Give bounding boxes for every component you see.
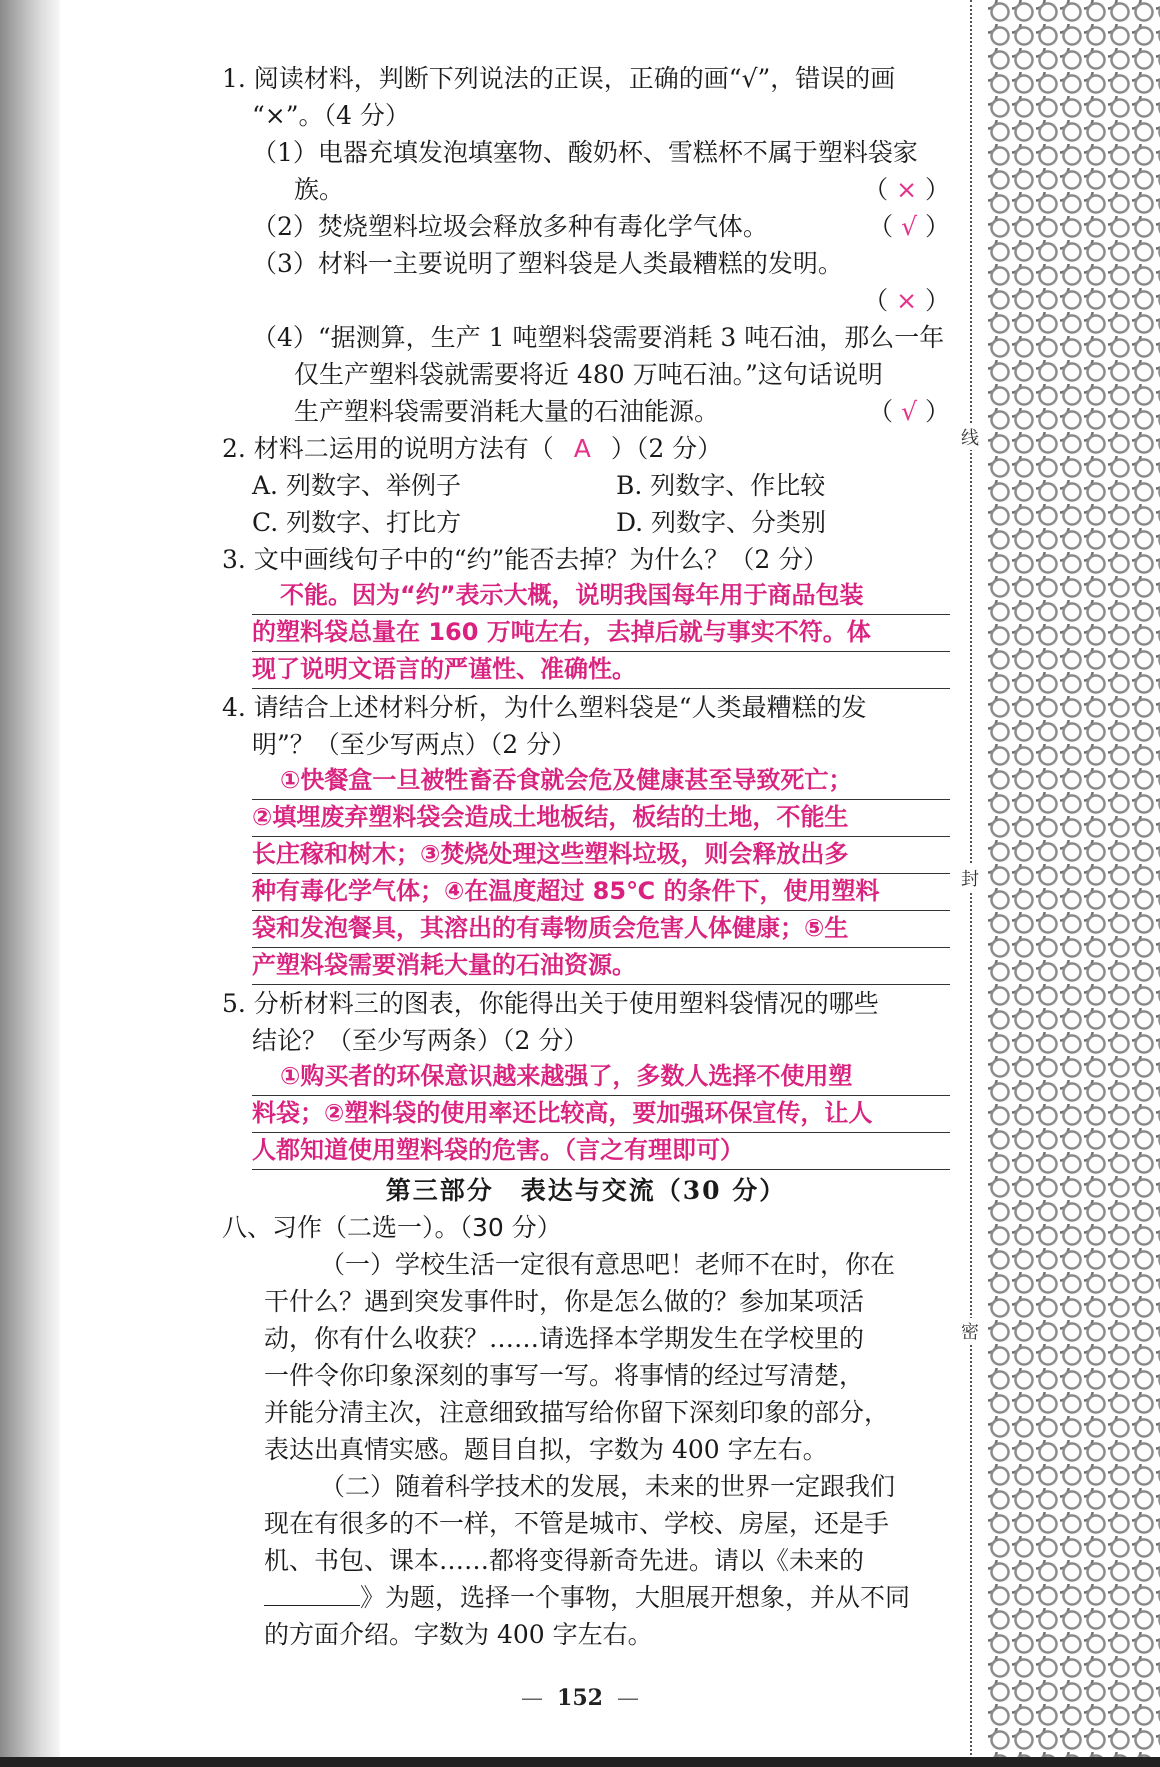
q2-stem-before: 2. 材料二运用的说明方法有（	[222, 434, 554, 463]
margin-label-xian: 线	[958, 424, 982, 450]
q1-stem: 1. 阅读材料，判断下列说法的正误，正确的画“√”，错误的画	[222, 64, 896, 93]
q1-item-3-answer-box: （ × ）	[863, 286, 950, 315]
essay-option-1-line-6: 表达出真情实感。题目自拟，字数为 400 字左右。	[264, 1435, 828, 1464]
page-number	[0, 1685, 1160, 1711]
q1-item-4-text: 生产塑料袋需要消耗大量的石油能源。	[294, 397, 720, 426]
q1-item-1-text: 族。	[294, 175, 345, 204]
essay-question	[222, 1209, 950, 1653]
q1-item-2-answer-box: （ √ ）	[868, 212, 950, 241]
q5-answer-line-2: 料袋；②塑料袋的使用率还比较高，要加强环保宣传，让人	[252, 1096, 950, 1133]
decorative-border	[988, 0, 1160, 1767]
q1-item-4-cont2	[222, 393, 950, 430]
essay-option-2-line-4	[222, 1579, 950, 1616]
q2-option-d: D. 列数字、分类别	[616, 508, 827, 537]
margin-label-mi: 密	[958, 1318, 982, 1344]
q2-option-c: C. 列数字、打比方	[252, 508, 462, 537]
page-number-value: 152	[557, 1685, 603, 1711]
q2-stem-after: ）（2 分）	[610, 434, 723, 463]
q1-item-2-text: （2）焚烧塑料垃圾会释放多种有毒化学气体。	[252, 212, 768, 241]
q1-item-1-cont	[222, 171, 950, 208]
q2-option-b: B. 列数字、作比较	[616, 471, 826, 500]
q3-answer-line-3: 现了说明文语言的严谨性、准确性。	[252, 652, 950, 689]
q3-answer-line-2: 的塑料袋总量在 160 万吨左右，去掉后就与事实不符。体	[252, 615, 950, 652]
binding-shadow	[0, 0, 60, 1767]
essay-option-2-line-5: 的方面介绍。字数为 400 字左右。	[264, 1620, 653, 1649]
q4-answer-line-2: ②填埋废弃塑料袋会造成土地板结，板结的土地，不能生	[252, 800, 950, 837]
question-5	[222, 985, 950, 1170]
essay-option-2-line-1: （二）随着科学技术的发展，未来的世界一定跟我们	[320, 1472, 896, 1501]
essay-option-1-line-2: 干什么？遇到突发事件时，你是怎么做的？参加某项活	[264, 1287, 865, 1316]
page-number-dash-left: —	[521, 1686, 544, 1711]
question-1	[222, 60, 950, 430]
q2-stem	[222, 430, 950, 467]
q5-stem: 5. 分析材料三的图表，你能得出关于使用塑料袋情况的哪些	[222, 989, 879, 1018]
q1-item-4-cont: 仅生产塑料袋就需要将近 480 万吨石油。”这句话说明	[294, 360, 883, 389]
q1-item-4-answer-box: （ √ ）	[868, 397, 950, 426]
essay-option-2-line-2: 现在有很多的不一样，不管是城市、学校、房屋，还是手	[264, 1509, 890, 1538]
q3-stem: 3. 文中画线句子中的“约”能否去掉？为什么？（2 分）	[222, 545, 829, 574]
q1-item-2	[222, 208, 950, 245]
q1-item-4: （4）“据测算，生产 1 吨塑料袋需要消耗 3 吨石油，那么一年	[252, 323, 945, 352]
q4-answer-line-4: 种有毒化学气体；④在温度超过 85℃ 的条件下，使用塑料	[252, 874, 950, 911]
q1-item-1: （1）电器充填发泡填塞物、酸奶杯、雪糕杯不属于塑料袋家	[252, 138, 918, 167]
q5-answer-line-3: 人都知道使用塑料袋的危害。（言之有理即可）	[252, 1133, 950, 1170]
title-blank	[264, 1579, 360, 1606]
q4-answer-line-3: 长庄稼和树木；③焚烧处理这些塑料垃圾，则会释放出多	[252, 837, 950, 874]
q1-item-3-answer: ×	[896, 286, 918, 315]
q4-stem: 4. 请结合上述材料分析，为什么塑料袋是“人类最糟糕的发	[222, 693, 867, 722]
q5-stem-cont: 结论？（至少写两条）（2 分）	[252, 1026, 589, 1055]
q5-answer-line-1: ①购买者的环保意识越来越强了，多数人选择不使用塑	[252, 1059, 950, 1096]
section-title: 第三部分 表达与交流（30 分）	[385, 1176, 787, 1205]
q4-stem-cont: 明”？（至少写两点）（2 分）	[252, 730, 577, 759]
essay-option-1-line-5: 并能分清主次，注意细致描写给你留下深刻印象的部分，	[264, 1398, 890, 1427]
q1-item-2-answer: √	[901, 212, 918, 241]
margin-label-feng: 封	[958, 865, 982, 891]
bottom-edge	[0, 1757, 1160, 1767]
essay-title: 八、习作（二选一）。（30 分）	[222, 1213, 562, 1242]
q2-options-row-2	[222, 504, 950, 541]
essay-option-1-line-4: 一件令你印象深刻的事写一写。将事情的经过写清楚，	[264, 1361, 865, 1390]
q1-item-4-answer: √	[901, 397, 918, 426]
q2-option-a: A. 列数字、举例子	[252, 471, 461, 500]
q1-item-3: （3）材料一主要说明了塑料袋是人类最糟糕的发明。	[252, 249, 843, 278]
essay-option-1-line-1: （一）学校生活一定很有意思吧！老师不在时，你在	[320, 1250, 896, 1279]
question-3	[222, 541, 950, 689]
essay-option-2-line-3: 机、书包、课本……都将变得新奇先进。请以《未来的	[264, 1546, 865, 1575]
q4-answer-line-6: 产塑料袋需要消耗大量的石油资源。	[252, 948, 950, 985]
q1-item-1-answer-box: （ × ）	[863, 175, 950, 204]
q1-item-3-answer-row	[222, 282, 950, 319]
q3-answer-line-1: 不能。因为“约”表示大概，说明我国每年用于商品包装	[252, 578, 950, 615]
q2-answer: A	[573, 434, 591, 463]
essay-option-2-after-blank: 》为题，选择一个事物，大胆展开想象，并从不同	[360, 1583, 911, 1612]
q4-answer-line-5: 袋和发泡餐具，其溶出的有毒物质会危害人体健康；⑤生	[252, 911, 950, 948]
q4-answer-line-1: ①快餐盒一旦被牲畜吞食就会危及健康甚至导致死亡；	[252, 763, 950, 800]
question-4	[222, 689, 950, 985]
q1-stem-cont: “×”。（4 分）	[252, 101, 410, 130]
essay-option-1-line-3: 动，你有什么收获？……请选择本学期发生在学校里的	[264, 1324, 865, 1353]
page-content	[222, 60, 950, 1653]
q1-item-1-answer: ×	[896, 175, 918, 204]
question-2	[222, 430, 950, 541]
page-number-dash-right: —	[616, 1686, 639, 1711]
q2-options-row-1	[222, 467, 950, 504]
